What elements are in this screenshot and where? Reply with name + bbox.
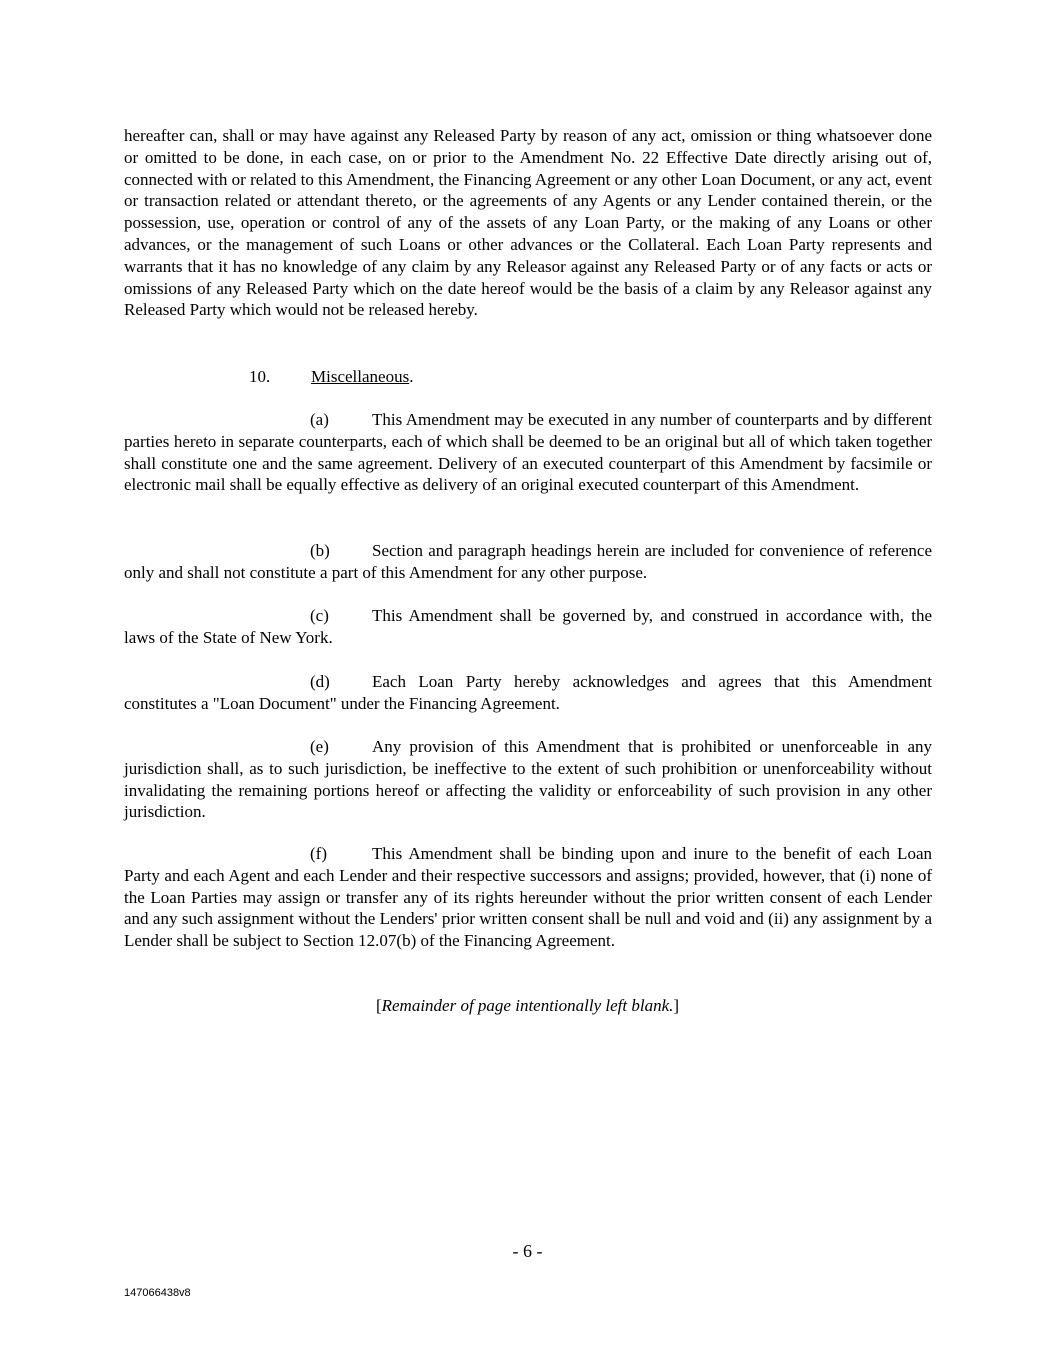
clause-e <box>124 736 932 823</box>
section-heading <box>249 366 413 388</box>
clause-label: (c) <box>310 606 329 625</box>
clause-text: Each Loan Party hereby acknowledges and agrees that this Amendment constitutes a "Loan Document" under the Financing Agreement. <box>124 672 932 713</box>
clause-b <box>124 540 932 584</box>
clause-text: This Amendment may be executed in any number of counterparts and by different parties hereto in separate counterparts, each of which shall be deemed to be an original but all of which taken together shall constitute one and the same agreement. Delivery of an executed counterpart of this Amendment by facsimile or electronic mail shall be equally effective as delivery of an original executed counterpart of this Amendment. <box>124 410 932 495</box>
clause-text: This Amendment shall be binding upon and inure to the benefit of each Loan Party and each Agent and each Lender and their respective successors and assigns; provided, however, that (i) none of the Loan Parties may assign or transfer any of its rights hereunder without the prior written consent of each Lender and any such assignment without the Lenders' prior written consent shall be null and void and (ii) any assignment by a Lender shall be subject to Section 12.07(b) of the Financing Agreement. <box>124 844 932 951</box>
clause-label: (a) <box>310 410 329 429</box>
clause-label: (e) <box>310 737 329 756</box>
section-number: 10. <box>249 367 271 386</box>
section-title-suffix: . <box>409 367 414 386</box>
release-paragraph: hereafter can, shall or may have against any Released Party by reason of any act, omission or thing whatsoever done or omitted to be done, in each case, on or prior to the Amendment No. 22 Effective Date directly arising out of, connected with or related to this Amendment, the Financing Agreement or any other Loan Document, or any act, event or transaction related or attendant thereto, or the agreements of any Agents or any Lender contained therein, or the possession, use, operation or control of any of the assets of any Loan Party, or the making of any Loans or other advances, or the management of such Loans or other advances or the Collateral. Each Loan Party represents and warrants that it has no knowledge of any claim by any Releasor against any Released Party or of any facts or acts or omissions of any Released Party which on the date hereof would be the basis of a claim by any Releasor against any Released Party which would not be released hereby. <box>124 126 932 320</box>
bracket-close: ] <box>673 996 680 1015</box>
section-title: Miscellaneous <box>311 367 410 386</box>
clause-c <box>124 605 932 649</box>
remainder-text: Remainder of page intentionally left blank. <box>381 996 674 1015</box>
clause-text: This Amendment shall be governed by, and construed in accordance with, the laws of the State of New York. <box>124 606 932 647</box>
bracket-open: [ <box>375 996 382 1015</box>
clause-text: Any provision of this Amendment that is prohibited or unenforceable in any jurisdiction shall, as to such jurisdiction, be ineffective to the extent of such prohibition or unenforceability without invalidating the remaining portions hereof or affecting the validity or enforceability of such provision in any other jurisdiction. <box>124 737 932 822</box>
page-number: - 6 - <box>512 1241 543 1261</box>
clause-f <box>124 843 932 952</box>
clause-label: (f) <box>310 844 327 863</box>
document-id: 147066438v8 <box>124 1287 191 1299</box>
clause-text: Section and paragraph headings herein are included for convenience of reference only and shall not constitute a part of this Amendment for any other purpose. <box>124 541 932 582</box>
clause-label: (d) <box>310 672 330 691</box>
clause-d <box>124 671 932 715</box>
clause-a <box>124 409 932 496</box>
remainder-note <box>0 995 1055 1017</box>
clause-label: (b) <box>310 541 330 560</box>
